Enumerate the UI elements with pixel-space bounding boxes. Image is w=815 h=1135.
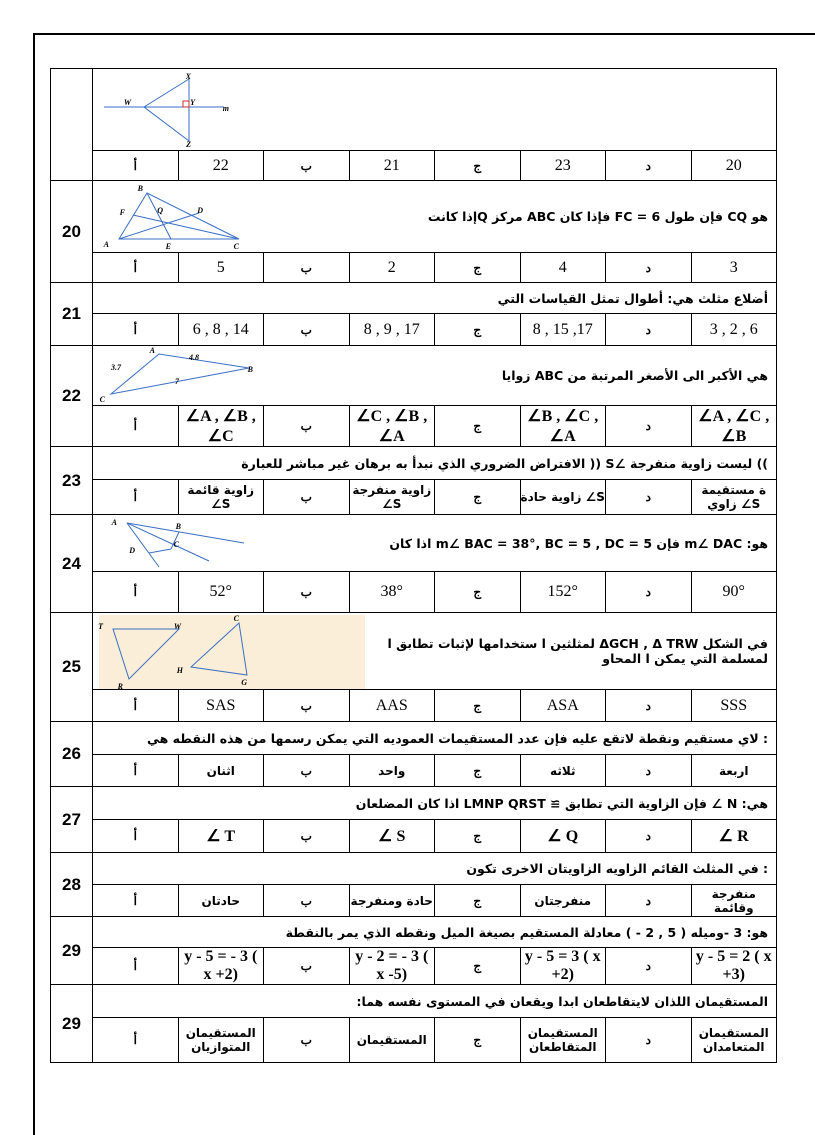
options-row	[51, 253, 777, 283]
option-choice[interactable]: اثنان	[178, 755, 264, 787]
option-letter: ج	[435, 151, 521, 181]
option-letter: ج	[435, 1018, 521, 1063]
figure-label: D	[197, 206, 203, 215]
exam-table	[50, 68, 777, 1063]
figure-label: B	[175, 522, 181, 531]
option-choice[interactable]: ∠ Q	[520, 820, 606, 853]
option-choice[interactable]: 22	[178, 151, 264, 181]
options-row	[51, 151, 777, 181]
option-choice[interactable]: منفرجة وقائمة	[691, 885, 777, 917]
question-stem-row	[51, 985, 777, 1018]
option-letter: أ	[93, 948, 179, 985]
options-row	[51, 572, 777, 613]
question-text: : في المثلث القائم الزاويه الزاويتان الاخرى تكون	[466, 861, 768, 876]
question-text: هو: m∠ DAC فإن m∠ BAC = 38°, BC = 5 , DC = 5 اذا كان	[389, 535, 768, 551]
option-letter: أ	[93, 690, 179, 722]
question-stem-row	[51, 613, 777, 690]
figure-label: T	[98, 622, 103, 631]
figure-label: Y	[190, 98, 195, 107]
figure-label: m	[222, 104, 229, 113]
option-letter: أ	[93, 755, 179, 787]
figure-label: C	[173, 540, 179, 549]
option-letter: ج	[435, 314, 521, 346]
option-letter: ج	[435, 406, 521, 447]
figure-label: Z	[186, 140, 191, 149]
option-choice[interactable]: اربعة	[691, 755, 777, 787]
figure-bisector	[99, 517, 249, 569]
figure-label: W	[173, 622, 181, 631]
question-stem	[93, 985, 777, 1018]
figure-label: C	[233, 242, 239, 251]
question-number: 23	[51, 447, 93, 515]
option-choice[interactable]: ثلاثه	[520, 755, 606, 787]
options-row	[51, 755, 777, 787]
option-choice[interactable]: 23	[520, 151, 606, 181]
option-letter: ب	[264, 948, 350, 985]
option-choice[interactable]: 6 , 8 , 14	[178, 314, 264, 346]
option-letter: ب	[264, 314, 350, 346]
option-letter: ج	[435, 480, 521, 515]
option-letter: أ	[93, 1018, 179, 1063]
question-stem-row	[51, 283, 777, 314]
option-letter: ب	[264, 690, 350, 722]
option-choice[interactable]: 3 , 2 , 6	[691, 314, 777, 346]
figure-label: C	[99, 395, 105, 404]
option-choice[interactable]: 2	[349, 253, 435, 283]
option-choice[interactable]: 8 , 15 ,17	[520, 314, 606, 346]
option-choice[interactable]: المستقيمان المتقاطعان	[520, 1018, 606, 1063]
option-letter: د	[606, 480, 692, 515]
question-stem-row	[51, 515, 777, 572]
question-text: هي الأكبر الى الأصغر المرتبة من ABC زوايا	[501, 368, 768, 383]
question-text: هو CQ فإن طول FC = 6 فإذا كان ABC مركز Qإذا كانت	[427, 209, 768, 224]
option-choice[interactable]: المستقيمان المتوازيان	[178, 1018, 264, 1063]
figure-abc	[99, 348, 259, 404]
question-stem	[93, 181, 777, 253]
option-choice[interactable]: 38°	[349, 572, 435, 613]
option-choice[interactable]: 8 , 9 , 17	[349, 314, 435, 346]
figure-label: E	[165, 242, 171, 251]
option-letter: د	[606, 755, 692, 787]
question-stem-row	[51, 722, 777, 755]
figure-label: F	[119, 208, 125, 217]
figure-label: D	[129, 546, 135, 555]
option-choice[interactable]: منفرجتان	[520, 885, 606, 917]
option-letter: د	[606, 690, 692, 722]
question-number: 28	[51, 853, 93, 917]
options-row	[51, 948, 777, 985]
option-choice[interactable]: واحد	[349, 755, 435, 787]
figure-label: 7	[175, 377, 179, 386]
options-row	[51, 885, 777, 917]
option-letter: أ	[93, 885, 179, 917]
question-stem-row	[51, 181, 777, 253]
option-choice[interactable]: 4	[520, 253, 606, 283]
option-choice[interactable]: ∠C , ∠B , ∠A	[349, 406, 435, 447]
figure-label: A	[111, 518, 117, 527]
option-choice[interactable]: ASA	[520, 690, 606, 722]
option-choice[interactable]: حادتان	[178, 885, 264, 917]
option-choice[interactable]: 5	[178, 253, 264, 283]
figure-congruent-triangles	[99, 615, 365, 689]
option-letter: د	[606, 572, 692, 613]
question-stem	[93, 853, 777, 885]
option-choice[interactable]: 3	[691, 253, 777, 283]
question-number: 20	[51, 181, 93, 283]
options-row	[51, 480, 777, 515]
option-letter: ب	[264, 480, 350, 515]
option-choice[interactable]: SSS	[691, 690, 777, 722]
option-choice[interactable]: زاوية منفرجة ∠S	[349, 480, 435, 515]
option-letter: د	[606, 253, 692, 283]
figure-label: C	[233, 614, 239, 623]
figure-label: H	[176, 666, 183, 675]
question-stem-row	[51, 69, 777, 151]
question-text: أضلاع مثلث هي: أطوال تمثل القياسات التي	[497, 290, 768, 306]
question-text: : لاي مستقيم ونقطة لاتقع عليه فإن عدد المستقيمات العموديه التي يمكن رسمها من هذه النقطه هي	[146, 730, 768, 746]
question-stem-row	[51, 917, 777, 948]
question-number: 29	[51, 985, 93, 1063]
figure-xyzw	[99, 71, 239, 149]
question-text: في الشكل ΔGCH , Δ TRW لمثلثين ا ستخدامها لإثبات تطابق ا لمسلمة التي يمكن ا المحاو	[387, 636, 768, 666]
option-choice[interactable]: 20	[691, 151, 777, 181]
option-choice[interactable]: ∠A , ∠B , ∠C	[178, 406, 264, 447]
option-choice[interactable]: 52°	[178, 572, 264, 613]
option-choice[interactable]: زاوية حادة ∠S	[520, 480, 606, 515]
option-letter: ب	[264, 820, 350, 853]
figure-label: 3.7	[111, 363, 121, 372]
option-letter: د	[606, 1018, 692, 1063]
option-letter: ب	[264, 1018, 350, 1063]
option-letter: ج	[435, 948, 521, 985]
option-letter: د	[606, 948, 692, 985]
options-row	[51, 820, 777, 853]
question-number: 27	[51, 787, 93, 853]
option-choice[interactable]: زاوية قائمة ∠S	[178, 480, 264, 515]
figure-label: A	[103, 240, 109, 249]
question-stem	[93, 613, 777, 690]
option-letter: ب	[264, 755, 350, 787]
option-choice[interactable]: SAS	[178, 690, 264, 722]
option-choice[interactable]: y - 5 = 2 ( x +3)	[691, 948, 777, 985]
figure-label: X	[185, 72, 191, 81]
question-text: هو: 3 -وميله ( 5 , 2 - ) معادلة المستقيم بصيغة الميل ونقطه الذي يمر بالنقطة	[285, 924, 768, 940]
option-letter: ج	[435, 253, 521, 283]
question-stem	[93, 787, 777, 820]
option-letter: د	[606, 314, 692, 346]
option-choice[interactable]: ة مستقيمة زاوي ∠S	[691, 480, 777, 515]
option-choice[interactable]: 90°	[691, 572, 777, 613]
question-stem-row	[51, 346, 777, 406]
option-choice[interactable]: y - 2 = - 3 ( x -5)	[349, 948, 435, 985]
question-number: 22	[51, 346, 93, 447]
option-letter: أ	[93, 572, 179, 613]
option-choice[interactable]: حادة ومنفرجة	[349, 885, 435, 917]
figure-label: B	[247, 365, 253, 374]
figure-label: W	[123, 98, 131, 107]
question-text: )) ليست زاوية منفرجة ∠S (( الافتراض الضروري الذي نبدأ به برهان غير مباشر للعبارة	[241, 455, 768, 471]
figure-label: 4.8	[189, 353, 199, 362]
option-choice[interactable]: y - 5 = 3 ( x +2)	[520, 948, 606, 985]
option-letter: د	[606, 406, 692, 447]
question-stem-row	[51, 853, 777, 885]
figure-label: B	[137, 184, 143, 193]
option-choice[interactable]: ∠ T	[178, 820, 264, 853]
question-number	[51, 69, 93, 181]
question-number: 26	[51, 722, 93, 787]
question-number: 21	[51, 283, 93, 346]
figure-label: A	[149, 346, 155, 355]
option-letter: أ	[93, 406, 179, 447]
question-text: هي: N ∠ فإن الزاوية التي تطابق ≅ LMNP QRST اذا كان المضلعان	[355, 795, 768, 811]
options-row	[51, 690, 777, 722]
option-letter: ب	[264, 253, 350, 283]
question-stem	[93, 283, 777, 314]
option-letter: ج	[435, 885, 521, 917]
options-row	[51, 406, 777, 447]
question-text: المستقيمان اللذان لايتقاطعان ابدا ويقعان في المستوى نفسه هما:	[356, 993, 768, 1009]
question-number: 25	[51, 613, 93, 722]
option-letter: أ	[93, 480, 179, 515]
option-letter: ج	[435, 572, 521, 613]
option-letter: ب	[264, 151, 350, 181]
question-number: 29	[51, 917, 93, 985]
option-letter: د	[606, 885, 692, 917]
option-letter: د	[606, 151, 692, 181]
option-choice[interactable]: y - 5 = - 3 ( x +2)	[178, 948, 264, 985]
option-letter: أ	[93, 314, 179, 346]
option-letter: أ	[93, 253, 179, 283]
option-letter: ب	[264, 406, 350, 447]
figure-centroid	[99, 183, 239, 251]
options-row	[51, 1018, 777, 1063]
option-letter: أ	[93, 820, 179, 853]
option-letter: أ	[93, 151, 179, 181]
question-stem	[93, 917, 777, 948]
question-stem	[93, 722, 777, 755]
options-row	[51, 314, 777, 346]
option-choice[interactable]: ∠A , ∠C , ∠B	[691, 406, 777, 447]
option-choice[interactable]: ∠ R	[691, 820, 777, 853]
question-stem	[93, 346, 777, 406]
option-letter: ب	[264, 572, 350, 613]
question-stem-row	[51, 447, 777, 480]
option-choice[interactable]: AAS	[349, 690, 435, 722]
option-choice[interactable]: المستقيمان	[349, 1018, 435, 1063]
figure-label: Q	[157, 206, 163, 215]
option-choice[interactable]: المستقيمان المتعامدان	[691, 1018, 777, 1063]
option-choice[interactable]: 152°	[520, 572, 606, 613]
question-stem	[93, 69, 777, 151]
option-letter: ج	[435, 820, 521, 853]
question-stem	[93, 515, 777, 572]
option-letter: د	[606, 820, 692, 853]
question-stem	[93, 447, 777, 480]
option-letter: ج	[435, 755, 521, 787]
option-choice[interactable]: 21	[349, 151, 435, 181]
question-stem-row	[51, 787, 777, 820]
figure-label: G	[241, 678, 247, 687]
figure-label: R	[117, 682, 123, 691]
option-choice[interactable]: ∠B , ∠C , ∠A	[520, 406, 606, 447]
question-number: 24	[51, 515, 93, 613]
option-choice[interactable]: ∠ S	[349, 820, 435, 853]
option-letter: ب	[264, 885, 350, 917]
option-letter: ج	[435, 690, 521, 722]
